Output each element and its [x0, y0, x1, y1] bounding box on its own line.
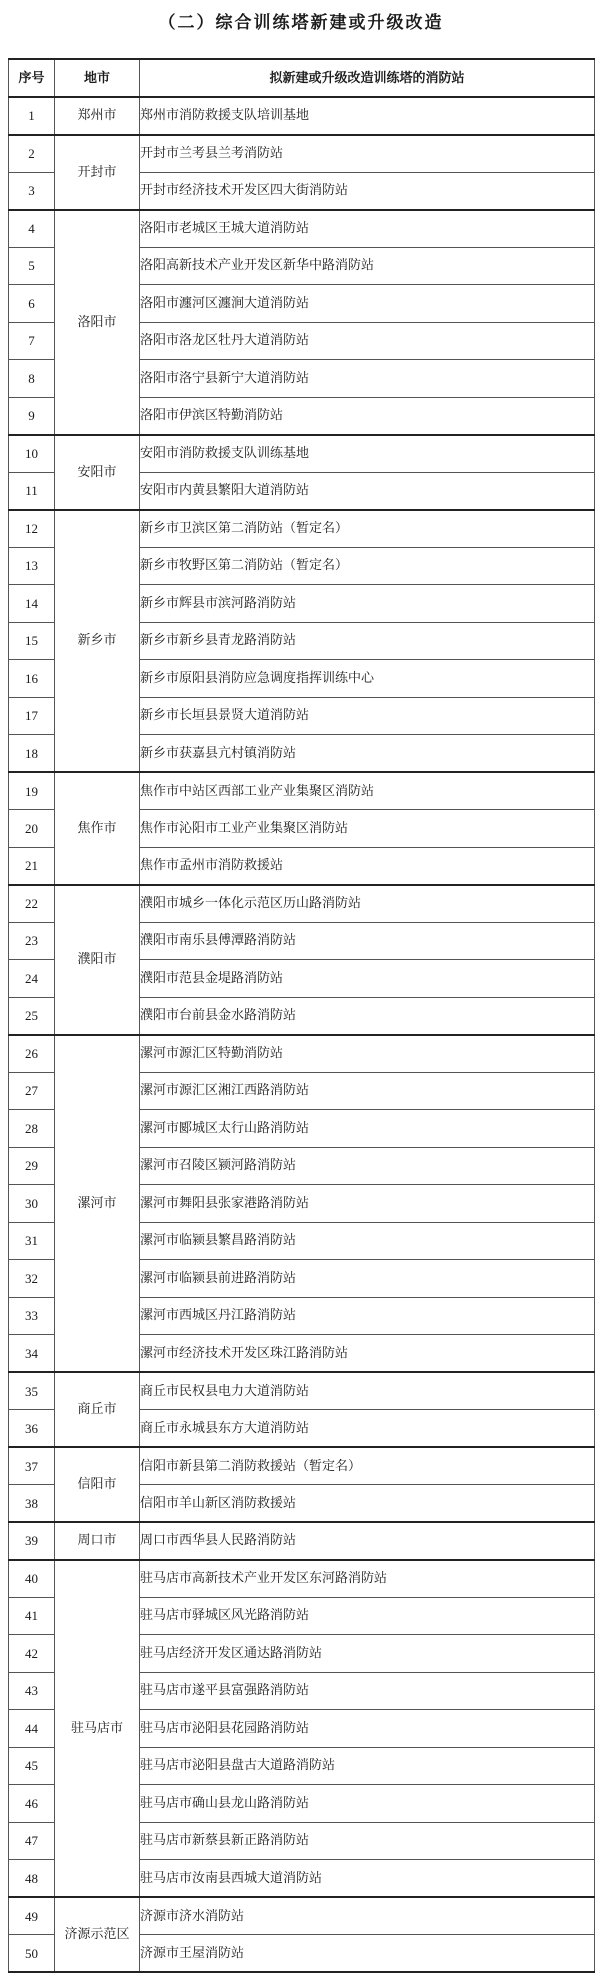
station-name-cell: 商丘市永城县东方大道消防站	[140, 1410, 595, 1448]
table-row	[9, 210, 595, 248]
serial-number-cell: 43	[9, 1672, 55, 1710]
serial-number-cell: 4	[9, 210, 55, 248]
serial-number-cell: 22	[9, 885, 55, 923]
station-name-cell: 新乡市牧野区第二消防站（暂定名）	[140, 547, 595, 585]
serial-number-cell: 50	[9, 1935, 55, 1973]
station-name-cell: 开封市经济技术开发区四大街消防站	[140, 172, 595, 210]
city-cell: 洛阳市	[55, 210, 140, 435]
station-name-cell: 漯河市舞阳县张家港路消防站	[140, 1185, 595, 1223]
fire-station-table	[8, 58, 595, 1973]
station-name-cell: 驻马店市新蔡县新正路消防站	[140, 1822, 595, 1860]
station-name-cell: 驻马店市泌阳县盘古大道路消防站	[140, 1747, 595, 1785]
serial-number-cell: 28	[9, 1110, 55, 1148]
serial-number-cell: 24	[9, 960, 55, 998]
serial-number-cell: 42	[9, 1635, 55, 1673]
serial-number-cell: 26	[9, 1035, 55, 1073]
station-name-cell: 新乡市原阳县消防应急调度指挥训练中心	[140, 660, 595, 698]
serial-number-cell: 15	[9, 622, 55, 660]
station-name-cell: 濮阳市南乐县傅潭路消防站	[140, 922, 595, 960]
page-title: （二）综合训练塔新建或升级改造	[158, 13, 444, 33]
city-cell: 济源示范区	[55, 1897, 140, 1972]
serial-number-cell: 1	[9, 97, 55, 135]
serial-number-cell: 20	[9, 810, 55, 848]
table-row	[9, 1522, 595, 1560]
station-name-cell: 开封市兰考县兰考消防站	[140, 135, 595, 173]
station-name-cell: 信阳市新县第二消防救援站（暂定名）	[140, 1447, 595, 1485]
serial-number-cell: 10	[9, 435, 55, 473]
serial-number-cell: 36	[9, 1410, 55, 1448]
serial-number-cell: 21	[9, 847, 55, 885]
station-name-cell: 驻马店市确山县龙山路消防站	[140, 1785, 595, 1823]
station-name-cell: 焦作市中站区西部工业产业集聚区消防站	[140, 772, 595, 810]
serial-number-cell: 14	[9, 585, 55, 623]
serial-number-cell: 39	[9, 1522, 55, 1560]
station-name-cell: 新乡市获嘉县亢村镇消防站	[140, 735, 595, 773]
table-header-row	[9, 59, 595, 97]
station-name-cell: 漯河市源汇区特勤消防站	[140, 1035, 595, 1073]
serial-number-cell: 32	[9, 1260, 55, 1298]
station-name-cell: 漯河市西城区丹江路消防站	[140, 1297, 595, 1335]
serial-number-cell: 35	[9, 1372, 55, 1410]
city-cell: 信阳市	[55, 1447, 140, 1522]
station-name-cell: 漯河市临颍县繁昌路消防站	[140, 1222, 595, 1260]
station-name-cell: 濮阳市台前县金水路消防站	[140, 997, 595, 1035]
station-name-cell: 新乡市卫滨区第二消防站（暂定名）	[140, 510, 595, 548]
station-name-cell: 周口市西华县人民路消防站	[140, 1522, 595, 1560]
table-row	[9, 1447, 595, 1485]
city-cell: 商丘市	[55, 1372, 140, 1447]
serial-number-cell: 49	[9, 1897, 55, 1935]
station-name-cell: 漯河市源汇区湘江西路消防站	[140, 1072, 595, 1110]
serial-number-cell: 18	[9, 735, 55, 773]
serial-number-cell: 45	[9, 1747, 55, 1785]
station-name-cell: 驻马店市遂平县富强路消防站	[140, 1672, 595, 1710]
table-row	[9, 1035, 595, 1073]
serial-number-cell: 3	[9, 172, 55, 210]
station-name-cell: 驻马店经济开发区通达路消防站	[140, 1635, 595, 1673]
header-city: 地市	[55, 59, 140, 97]
table-row	[9, 135, 595, 173]
station-name-cell: 新乡市新乡县青龙路消防站	[140, 622, 595, 660]
station-name-cell: 安阳市内黄县繁阳大道消防站	[140, 472, 595, 510]
station-name-cell: 焦作市沁阳市工业产业集聚区消防站	[140, 810, 595, 848]
table-row	[9, 1372, 595, 1410]
station-name-cell: 驻马店市汝南县西城大道消防站	[140, 1860, 595, 1898]
city-cell: 濮阳市	[55, 885, 140, 1035]
table-row	[9, 97, 595, 135]
station-name-cell: 洛阳市老城区王城大道消防站	[140, 210, 595, 248]
station-name-cell: 洛阳市洛宁县新宁大道消防站	[140, 360, 595, 398]
serial-number-cell: 17	[9, 697, 55, 735]
serial-number-cell: 33	[9, 1297, 55, 1335]
station-name-cell: 济源市王屋消防站	[140, 1935, 595, 1973]
table-row	[9, 1560, 595, 1598]
table-row	[9, 772, 595, 810]
serial-number-cell: 12	[9, 510, 55, 548]
serial-number-cell: 8	[9, 360, 55, 398]
station-name-cell: 新乡市长垣县景贤大道消防站	[140, 697, 595, 735]
station-name-cell: 洛阳高新技术产业开发区新华中路消防站	[140, 247, 595, 285]
city-cell: 新乡市	[55, 510, 140, 773]
station-name-cell: 驻马店市高新技术产业开发区东河路消防站	[140, 1560, 595, 1598]
serial-number-cell: 31	[9, 1222, 55, 1260]
table-row	[9, 510, 595, 548]
serial-number-cell: 7	[9, 322, 55, 360]
table-row	[9, 435, 595, 473]
city-cell: 驻马店市	[55, 1560, 140, 1898]
serial-number-cell: 30	[9, 1185, 55, 1223]
city-cell: 郑州市	[55, 97, 140, 135]
station-name-cell: 漯河市经济技术开发区珠江路消防站	[140, 1335, 595, 1373]
station-name-cell: 济源市济水消防站	[140, 1897, 595, 1935]
city-cell: 漯河市	[55, 1035, 140, 1373]
city-cell: 周口市	[55, 1522, 140, 1560]
table-row	[9, 885, 595, 923]
station-name-cell: 驻马店市泌阳县花园路消防站	[140, 1710, 595, 1748]
station-name-cell: 商丘市民权县电力大道消防站	[140, 1372, 595, 1410]
serial-number-cell: 44	[9, 1710, 55, 1748]
header-station: 拟新建或升级改造训练塔的消防站	[140, 59, 595, 97]
serial-number-cell: 37	[9, 1447, 55, 1485]
serial-number-cell: 5	[9, 247, 55, 285]
table-body	[9, 97, 595, 1972]
station-name-cell: 洛阳市伊滨区特勤消防站	[140, 397, 595, 435]
header-serial: 序号	[9, 59, 55, 97]
station-name-cell: 安阳市消防救援支队训练基地	[140, 435, 595, 473]
station-name-cell: 洛阳市瀍河区瀍涧大道消防站	[140, 285, 595, 323]
serial-number-cell: 34	[9, 1335, 55, 1373]
serial-number-cell: 9	[9, 397, 55, 435]
station-name-cell: 焦作市孟州市消防救援站	[140, 847, 595, 885]
city-cell: 焦作市	[55, 772, 140, 885]
station-name-cell: 濮阳市城乡一体化示范区历山路消防站	[140, 885, 595, 923]
serial-number-cell: 2	[9, 135, 55, 173]
serial-number-cell: 27	[9, 1072, 55, 1110]
serial-number-cell: 38	[9, 1485, 55, 1523]
station-name-cell: 漯河市郾城区太行山路消防站	[140, 1110, 595, 1148]
station-name-cell: 濮阳市范县金堤路消防站	[140, 960, 595, 998]
serial-number-cell: 41	[9, 1597, 55, 1635]
table-row	[9, 1897, 595, 1935]
serial-number-cell: 29	[9, 1147, 55, 1185]
station-name-cell: 漯河市临颍县前进路消防站	[140, 1260, 595, 1298]
serial-number-cell: 16	[9, 660, 55, 698]
serial-number-cell: 46	[9, 1785, 55, 1823]
station-name-cell: 漯河市召陵区颍河路消防站	[140, 1147, 595, 1185]
serial-number-cell: 19	[9, 772, 55, 810]
serial-number-cell: 11	[9, 472, 55, 510]
station-name-cell: 洛阳市洛龙区牡丹大道消防站	[140, 322, 595, 360]
city-cell: 开封市	[55, 135, 140, 210]
serial-number-cell: 23	[9, 922, 55, 960]
serial-number-cell: 13	[9, 547, 55, 585]
city-cell: 安阳市	[55, 435, 140, 510]
station-name-cell: 信阳市羊山新区消防救援站	[140, 1485, 595, 1523]
station-name-cell: 驻马店市驿城区风光路消防站	[140, 1597, 595, 1635]
serial-number-cell: 47	[9, 1822, 55, 1860]
serial-number-cell: 48	[9, 1860, 55, 1898]
serial-number-cell: 40	[9, 1560, 55, 1598]
station-name-cell: 新乡市辉县市滨河路消防站	[140, 585, 595, 623]
station-name-cell: 郑州市消防救援支队培训基地	[140, 97, 595, 135]
serial-number-cell: 6	[9, 285, 55, 323]
serial-number-cell: 25	[9, 997, 55, 1035]
